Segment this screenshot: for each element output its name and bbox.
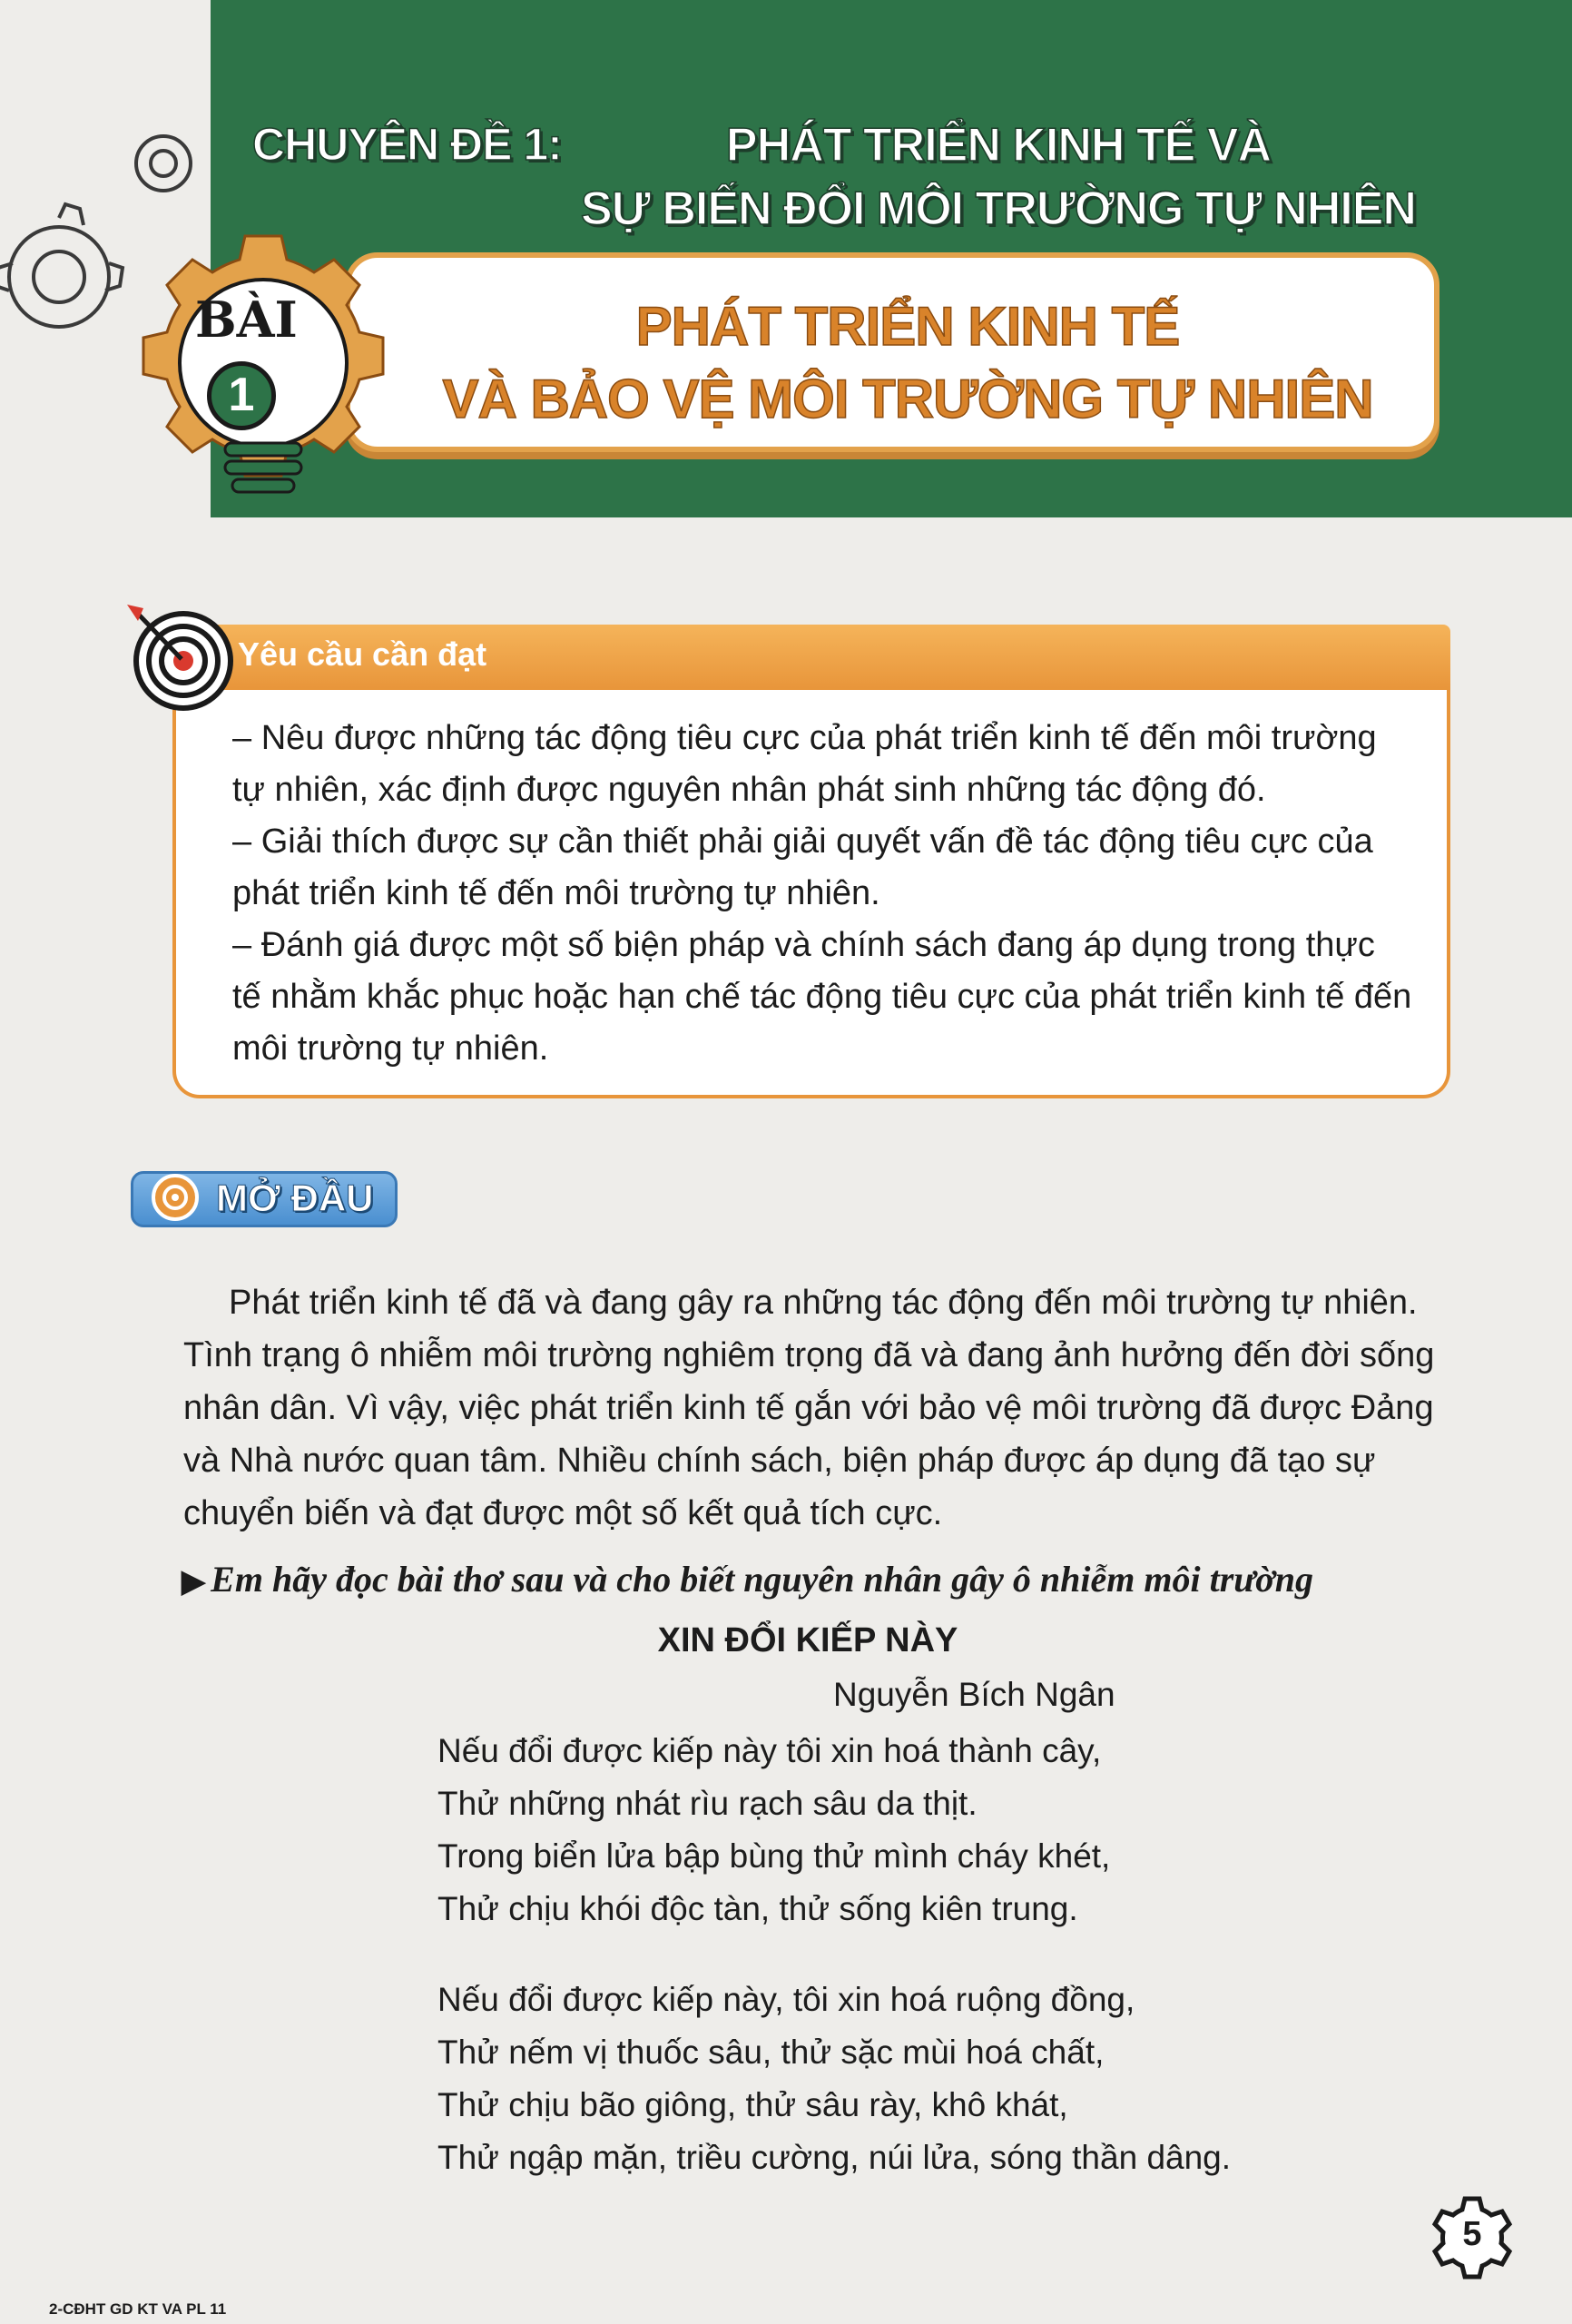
- requirements-title: Yêu cầu cần đạt: [238, 635, 487, 673]
- page-number: 5: [1462, 2215, 1482, 2253]
- lesson-title: [399, 290, 1416, 436]
- lesson-title-line1: PHÁT TRIỂN KINH TẾ: [635, 296, 1180, 357]
- lesson-title-line2: VÀ BẢO VỆ MÔI TRƯỜNG TỰ NHIÊN: [442, 369, 1373, 429]
- poem-line: Thử những nhát rìu rạch sâu da thịt.: [437, 1785, 978, 1822]
- poem-line: Nếu đổi được kiếp này, tôi xin hoá ruộng đồng,: [437, 1981, 1135, 2018]
- requirement-item: – Nêu được những tác động tiêu cực của phát triển kinh tế đến môi trường tự nhiên, xác định được nguyên nhân phát sinh những tác động đó.: [232, 719, 1377, 809]
- instruction-text: Em hãy đọc bài thơ sau và cho biết nguyên nhân gây ô nhiễm môi trường: [211, 1559, 1313, 1600]
- poem-line: Thử chịu bão giông, thử sâu rày, khô khát,: [437, 2086, 1068, 2123]
- poem-author: Nguyễn Bích Ngân: [833, 1676, 1115, 1713]
- requirement-item: – Giải thích được sự cần thiết phải giải quyết vấn đề tác động tiêu cực của phát triển kinh tế đến môi trường tự nhiên.: [232, 822, 1373, 912]
- requirements-list: [232, 713, 1412, 1075]
- instruction: [182, 1558, 1313, 1600]
- poem-line: Trong biển lửa bập bùng thử mình cháy khét,: [437, 1837, 1111, 1875]
- chuyen-de-title: [581, 113, 1416, 241]
- poem-stanza-2: [437, 1974, 1345, 2184]
- requirement-item: – Đánh giá được một số biện pháp và chính sách đang áp dụng trong thực tế nhằm khắc phục hoặc hạn chế tác động tiêu cực của phát triển kinh tế đến môi trường tự nhiên.: [232, 926, 1412, 1068]
- play-arrow-icon: ▶: [182, 1565, 206, 1599]
- mo-dau-label: MỞ ĐẦU: [216, 1177, 374, 1219]
- poem-stanza-1: [437, 1725, 1345, 1935]
- book-code: 2-CĐHT GD KT VA PL 11: [49, 2300, 227, 2318]
- chuyen-de-label: CHUYÊN ĐỀ 1:: [252, 119, 562, 170]
- target-small-icon: [147, 1169, 203, 1226]
- chuyen-de-title-line2: SỰ BIẾN ĐỔI MÔI TRƯỜNG TỰ NHIÊN: [581, 182, 1416, 235]
- chuyen-de-title-line1: PHÁT TRIỂN KINH TẾ VÀ: [725, 119, 1272, 172]
- intro-paragraph: Phát triển kinh tế đã và đang gây ra những tác động đến môi trường tự nhiên. Tình trạng ô nhiễm môi trường nghiêm trọng đã và đang ảnh hưởng đến đời sống nhân dân. Vì vậy, việc phát triển kinh tế gắn với bảo vệ môi trường đã được Đảng và Nhà nước quan tâm. Nhiều chính sách, biện pháp được áp dụng đã tạo sự chuyển biến và đạt được một số kết quả tích cực.: [183, 1284, 1435, 1532]
- poem-line: Nếu đổi được kiếp này tôi xin hoá thành cây,: [437, 1732, 1102, 1769]
- lesson-label: BÀI: [195, 290, 298, 349]
- target-icon: [118, 599, 236, 717]
- poem-line: Thử ngập mặn, triều cường, núi lửa, sóng thần dâng.: [437, 2139, 1232, 2176]
- poem-line: Thử chịu khói độc tàn, thử sống kiên trung.: [437, 1890, 1078, 1927]
- poem-title: XIN ĐỔI KIẾP NÀY: [657, 1621, 958, 1659]
- lesson-number: 1: [207, 361, 276, 430]
- poem-line: Thử nếm vị thuốc sâu, thử sặc mùi hoá chất,: [437, 2034, 1105, 2071]
